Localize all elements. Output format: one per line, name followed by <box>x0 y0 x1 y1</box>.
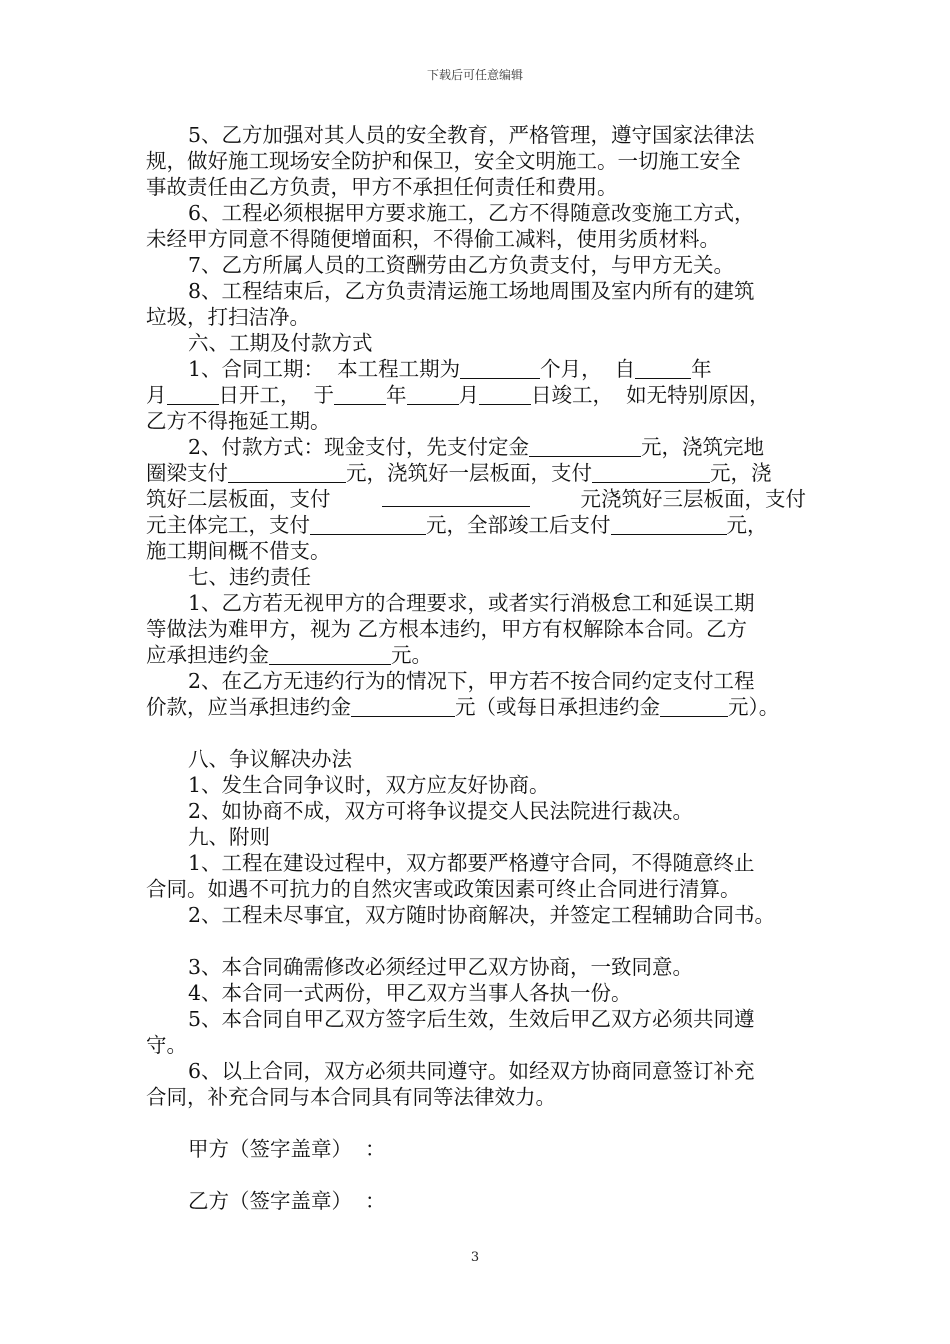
section-9-title: 九、附则 <box>188 825 270 849</box>
para-5-line-1: 5、乙方加强对其人员的安全教育，严格管理，遵守国家法律法 <box>188 123 755 147</box>
penalty-a-blank[interactable] <box>351 696 455 717</box>
breach-2-line-2: 价款，应当承担违约金 元（或每日承担违约金 元）。 <box>146 695 780 719</box>
section-7-title: 七、违约责任 <box>188 565 311 589</box>
end-year-blank[interactable] <box>334 384 386 405</box>
para-5-line-3: 事故责任由乙方负责，甲方不承担任何责任和费用。 <box>146 175 618 199</box>
daily-penalty-blank[interactable] <box>660 696 728 717</box>
supplement-6-line-1: 6、以上合同，双方必须共同遵守。如经双方协商同意签订补充 <box>188 1059 755 1083</box>
supplement-1-line-2: 合同。如遇不可抗力的自然灾害或政策因素可终止合同进行清算。 <box>146 877 741 901</box>
para-6-line-1: 6、工程必须根据甲方要求施工，乙方不得随意改变施工方式， <box>188 201 755 225</box>
contract-period-line-3: 乙方不得拖延工期。 <box>146 409 331 433</box>
second-floor-blank[interactable] <box>382 486 530 507</box>
breach-1-line-3: 应承担违约金 元。 <box>146 643 432 667</box>
end-month-blank[interactable] <box>407 384 459 405</box>
payment-line-1: 2、付款方式：现金支付，先支付定金 元，浇筑完地 <box>188 435 765 459</box>
ring-beam-blank[interactable] <box>228 462 346 483</box>
supplement-5-line-1: 5、本合同自甲乙双方签字后生效，生效后甲乙双方必须共同遵 <box>188 1007 755 1031</box>
end-day-blank[interactable] <box>479 384 531 405</box>
deposit-blank[interactable] <box>529 436 641 457</box>
contract-period-line-1: 1、合同工期： 本工程工期为 个月， 自 年 <box>188 357 712 381</box>
party-a-signature: 甲方（签字盖章） ： <box>188 1137 386 1161</box>
start-year-blank[interactable] <box>635 358 691 379</box>
start-month-blank[interactable] <box>167 384 219 405</box>
breach-2-line-1: 2、在乙方无违约行为的情况下，甲方若不按合同约定支付工程 <box>188 669 755 693</box>
supplement-5-line-2: 守。 <box>146 1033 187 1057</box>
first-floor-blank[interactable] <box>592 462 710 483</box>
supplement-3: 3、本合同确需修改必须经过甲乙双方协商，一致同意。 <box>188 955 694 979</box>
page-header: 下载后可任意编辑 <box>426 68 523 82</box>
main-structure-blank[interactable] <box>310 514 426 535</box>
payment-line-4: 元主体完工，支付 元，全部竣工后支付 元， <box>146 513 768 537</box>
para-8-line-1: 8、工程结束后，乙方负责清运施工场地周围及室内所有的建筑 <box>188 279 755 303</box>
party-b-signature: 乙方（签字盖章） ： <box>188 1189 386 1213</box>
section-6-title: 六、工期及付款方式 <box>188 331 373 355</box>
penalty-blank[interactable] <box>269 644 391 665</box>
para-8-line-2: 垃圾，打扫洁净。 <box>146 305 310 329</box>
supplement-4: 4、本合同一式两份，甲乙双方当事人各执一份。 <box>188 981 632 1005</box>
payment-line-5: 施工期间概不借支。 <box>146 539 331 563</box>
payment-line-3: 筑好二层板面，支付 元浇筑好三层板面，支付 <box>146 487 806 511</box>
breach-1-line-2: 等做法为难甲方，视为 乙方根本违约，甲方有权解除本合同。乙方 <box>146 617 748 641</box>
duration-blank[interactable] <box>460 358 540 379</box>
payment-line-2: 圈梁支付 元，浇筑好一层板面，支付 元，浇 <box>146 461 772 485</box>
completion-blank[interactable] <box>611 514 727 535</box>
para-6-line-2: 未经甲方同意不得随便增面积，不得偷工减料，使用劣质材料。 <box>146 227 720 251</box>
dispute-1: 1、发生合同争议时，双方应友好协商。 <box>188 773 550 797</box>
page-number: 3 <box>470 1250 480 1265</box>
supplement-6-line-2: 合同，补充合同与本合同具有同等法律效力。 <box>146 1085 556 1109</box>
section-8-title: 八、争议解决办法 <box>188 747 352 771</box>
contract-period-line-2: 月 日开工， 于 年 月 日竣工， 如无特别原因， <box>146 383 770 407</box>
supplement-1-line-1: 1、工程在建设过程中，双方都要严格遵守合同，不得随意终止 <box>188 851 755 875</box>
para-7: 7、乙方所属人员的工资酬劳由乙方负责支付，与甲方无关。 <box>188 253 735 277</box>
para-5-line-2: 规，做好施工现场安全防护和保卫，安全文明施工。一切施工安全 <box>146 149 741 173</box>
dispute-2: 2、如协商不成，双方可将争议提交人民法院进行裁决。 <box>188 799 694 823</box>
supplement-2: 2、工程未尽事宜，双方随时协商解决，并签定工程辅助合同书。 <box>188 903 776 927</box>
breach-1-line-1: 1、乙方若无视甲方的合理要求，或者实行消极怠工和延误工期 <box>188 591 755 615</box>
